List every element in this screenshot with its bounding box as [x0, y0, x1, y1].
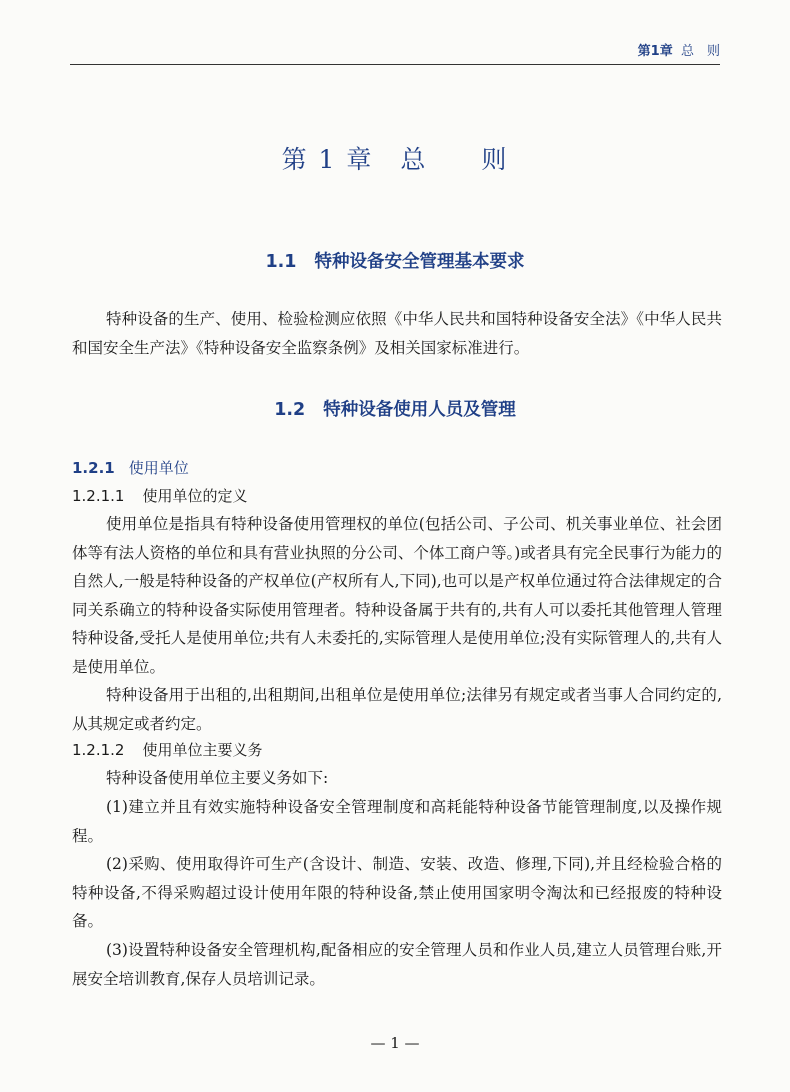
definition-paragraph-2: 特种设备用于出租的,出租期间,出租单位是使用单位;法律另有规定或者当事人合同约定的,从其规定或者约定。 — [72, 686, 722, 733]
duties-lead-paragraph: 特种设备使用单位主要义务如下: — [106, 769, 329, 787]
chapter-title: 第 1 章 总 则 — [281, 145, 509, 174]
section-number: 1.2 — [274, 400, 306, 420]
subsection-1-2-1-2-heading — [72, 739, 263, 760]
definition-paragraph-1: 使用单位是指具有特种设备使用管理权的单位(包括公司、子公司、机关事业单位、社会团体等有法人资格的单位和具有营业执照的分公司、个体工商户等。)或者具有完全民事行为能力的自然人,一般是特种设备的产权单位(产权所有人,下同),也可以是产权单位通过符合法律规定的合同关系确立的特种设备实际使用管理者。特种设备属于共有的,共有人可以委托其他管理人管理特种设备,受托人是使用单位;共有人未委托的,实际管理人是使用单位;没有实际管理人的,共有人是使用单位。 — [72, 515, 722, 676]
subsection-1-2-1-heading — [72, 457, 189, 478]
subsection-title: 使用单位主要义务 — [142, 741, 263, 759]
subsection-1-2-1-1-heading — [72, 485, 248, 506]
section-1-1-heading — [0, 248, 790, 273]
section-number: 1.1 — [265, 252, 297, 272]
duty-item-2: (2)采购、使用取得许可生产(含设计、制造、安装、改造、修理,下同),并且经检验合格的特种设备,不得采购超过设计使用年限的特种设备,禁止使用国家明令淘汰和已经报废的特种设备。 — [72, 855, 722, 930]
page-number: — 1 — — [370, 1034, 420, 1052]
duty-item-1: (1)建立并且有效实施特种设备安全管理制度和高耗能特种设备节能管理制度,以及操作规程。 — [72, 798, 722, 845]
section-title: 特种设备安全管理基本要求 — [314, 252, 525, 272]
duty-item-3: (3)设置特种设备安全管理机构,配备相应的安全管理人员和作业人员,建立人员管理台账,开展安全培训教育,保存人员培训记录。 — [72, 941, 722, 988]
subsection-title: 使用单位 — [128, 459, 189, 477]
subsection-number: 1.2.1 — [72, 459, 115, 477]
intro-paragraph: 特种设备的生产、使用、检验检测应依照《中华人民共和国特种设备安全法》《中华人民共和国安全生产法》《特种设备安全监察条例》及相关国家标准进行。 — [72, 310, 722, 357]
header-rule — [70, 64, 720, 65]
subsection-number: 1.2.1.1 — [72, 487, 125, 505]
subsection-number: 1.2.1.2 — [72, 741, 125, 759]
section-1-2-heading — [0, 396, 790, 421]
running-header-chapter: 第1章 — [637, 44, 673, 59]
running-header — [638, 40, 720, 59]
section-title: 特种设备使用人员及管理 — [323, 400, 516, 420]
subsection-title: 使用单位的定义 — [142, 487, 248, 505]
running-header-title: 总 则 — [680, 44, 720, 59]
